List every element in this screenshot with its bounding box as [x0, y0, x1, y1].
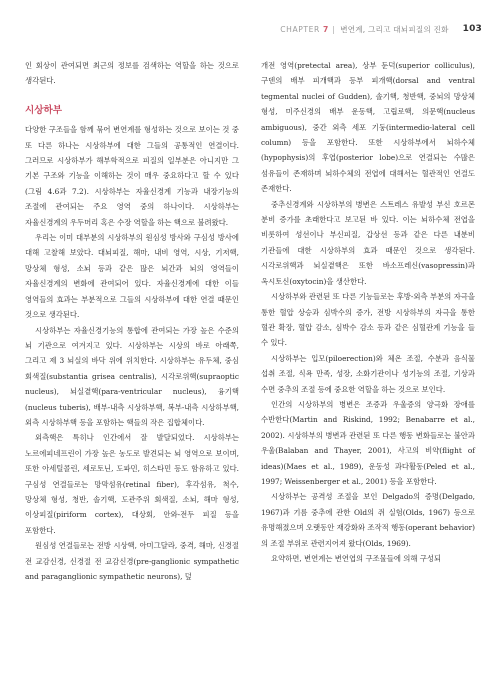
- paragraph: 원심성 연결들로는 전방 시상핵, 아미그달라, 중격, 해마, 신경절 전 교감신경, 신경절 전 교감신경(pre-ganglionic sympathetic and paraganglionic sympathetic neurons), 덮: [25, 541, 239, 581]
- paragraph: 시상하부와 관련된 또 다른 기능들로는 후방-외측 부분의 자극을 통한 혈압 상승과 심박수의 증가, 전방 시상하부의 자극을 통한 혈관 확장, 혈압 감소, 심박수 감소 등과 같은 심혈관계 기능을 들 수 있다.: [261, 292, 475, 348]
- running-header: [0, 20, 482, 38]
- paragraph: 시상하부는 공격성 조절을 보인 Delgado의 증명(Delgado, 1967)과 기름 중추에 관한 Old의 쥐 실험(Olds, 1967) 등으로 유명해졌으며 오랫동안 재강화와 조작적 행동(operant behavior)의 조절 부위로 관련지어져 왔다(Olds, 1969).: [261, 492, 475, 548]
- paragraph: 우리는 이미 대부분의 시상하부의 원심성 방사와 구심성 방사에 대해 고찰해 보았다. 대뇌피질, 해마, 내비 영역, 시상, 기저핵, 망상체 형성, 소뇌 등과 같은 많은 뇌간과 뇌의 영역들이 자율신경계의 변화에 관여되어 있다. 자율신경계에 대한 이들 영역들의 효과는 부분적으로 그들의 시상하부에 대한 연결 때문인 것으로 생각된다.: [25, 233, 239, 320]
- paragraph: 시상하부는 자율신경기능의 통합에 관여되는 가장 높은 수준의 뇌 기관으로 여겨지고 있다. 시상하부는 시상의 바로 아래쪽, 그리고 제 3 뇌실의 바닥 위에 위치한다. 시상하부는 유두체, 중심 회색질(substantia grisea centralis), 시각로위핵(supraoptic nucleus), 뇌실곁핵(para-ventricular nucleus), 융기핵(nucleus tuberis), 배부-내측 시상하부핵, 복부-내측 시상하부핵, 외측 시상하부핵 등을 포함하는 핵들의 작은 집합체이다.: [25, 325, 239, 427]
- chapter-number: 7: [322, 24, 329, 34]
- paragraph: 요약하면, 변연계는 변연엽의 구조물들에 의해 구성되: [271, 554, 442, 563]
- chapter-title: 변연계, 그리고 대뇌피질의 진화: [340, 24, 449, 34]
- right-column: [261, 58, 475, 566]
- left-column: [25, 58, 239, 584]
- paragraph: 인 회상이 관여되면 최근의 정보를 검색하는 역할을 하는 것으로 생각된다.: [25, 61, 239, 86]
- page-number: 103: [462, 24, 482, 34]
- paragraph: 중추신경계와 시상하부의 병변은 스트레스 유발성 부신 호르몬 분비 증가를 초래한다고 보고된 바 있다. 이는 뇌하수체 전엽을 비롯하여 성선이나 부신피질, 갑상선 등과 같은 다른 내분비 기관들에 대한 시상하부의 효과 때문인 것으로 생각된다. 시각로위핵과 뇌실곁핵은 또한 바소프레신(vasopressin)과 옥시토신(oxytocin)을 생산한다.: [261, 199, 475, 286]
- paragraph: 개전 영역(pretectal area), 상부 둔덕(superior colliculus), 구덴의 배부 피개핵과 등부 피개핵(dorsal and ventral tegmental nuclei of Gudden), 솔기핵, 청반핵, 중뇌의 망상체 형성, 미주신경의 배부 운동핵, 고립로핵, 의문핵(nucleus ambiguous), 중간 외측 세포 기둥(intermedio-lateral cell column) 등을 포함한다. 또한 시상하부에서 뇌하수체(hypophysis)의 후엽(posterior lobe)으로 연결되는 수많은 섬유들이 존재하며 뇌하수체의 전엽에 대해서는 혈관적인 연결도 존재한다.: [261, 61, 475, 194]
- paragraph: 외측핵은 특히나 인간에서 잘 발달되었다. 시상하부는 노르에피네프린이 가장 높은 농도로 발견되는 뇌 영역으로 보이며, 또한 아세틸콜린, 세로토닌, 도파민, 히스타민 등도 함유하고 있다. 구심성 연결들로는 망막섬유(retinal fiber), 후각섬유, 척수, 망상체 형성, 청반, 솔기핵, 도관주위 회색질, 소뇌, 해마 형성, 이상피질(piriform cortex), 대상회, 안와-전두 피질 등을 포함한다.: [25, 433, 239, 535]
- chapter-label: CHAPTER: [280, 24, 320, 34]
- section-heading: 시상하부: [25, 104, 63, 116]
- paragraph: 다양한 구조들을 함께 묶어 변연계를 형성하는 것으로 보이는 것 중 또 다른 하나는 시상하부에 대한 그들의 공통적인 연결이다. 그러므로 시상하부가 해부학적으로 피질의 일부분은 아니지만 그 기본 구조와 기능을 이해하는 것이 매우 중요하다고 할 수 있다(그림 4.6과 7.2). 시상하부는 자율신경계 기능과 내장기능의 조절에 관여되는 주요 영역 중의 하나이다. 시상하부는 자율신경계의 우두머리 혹은 수장 역할을 하는 핵으로 불려왔다.: [25, 125, 239, 227]
- paragraph: 시상하부는 입모(piloerection)와 체온 조절, 수분과 음식물 섭취 조절, 식욕 만족, 성장, 소화기관이나 성기능의 조절, 기상과 수면 중추의 조절 등에 중요한 역할을 하는 것으로 보인다.: [261, 353, 475, 394]
- paragraph: 인간의 시상하부의 병변은 조증과 우울증의 양극화 장애를 수반한다(Martin and Riskind, 1992; Benabarre et al., 2002). 시상하부의 병변과 관련된 또 다른 행동 변화들로는 불안과 우울(Balaban and Thayer, 2001), 사고의 비약(flight of ideas)(Maes et al., 1989), 운동성 과다활동(Peled et al., 1997; Weissenberger et al., 2001) 등을 포함한다.: [261, 399, 475, 486]
- header-separator: |: [332, 24, 336, 34]
